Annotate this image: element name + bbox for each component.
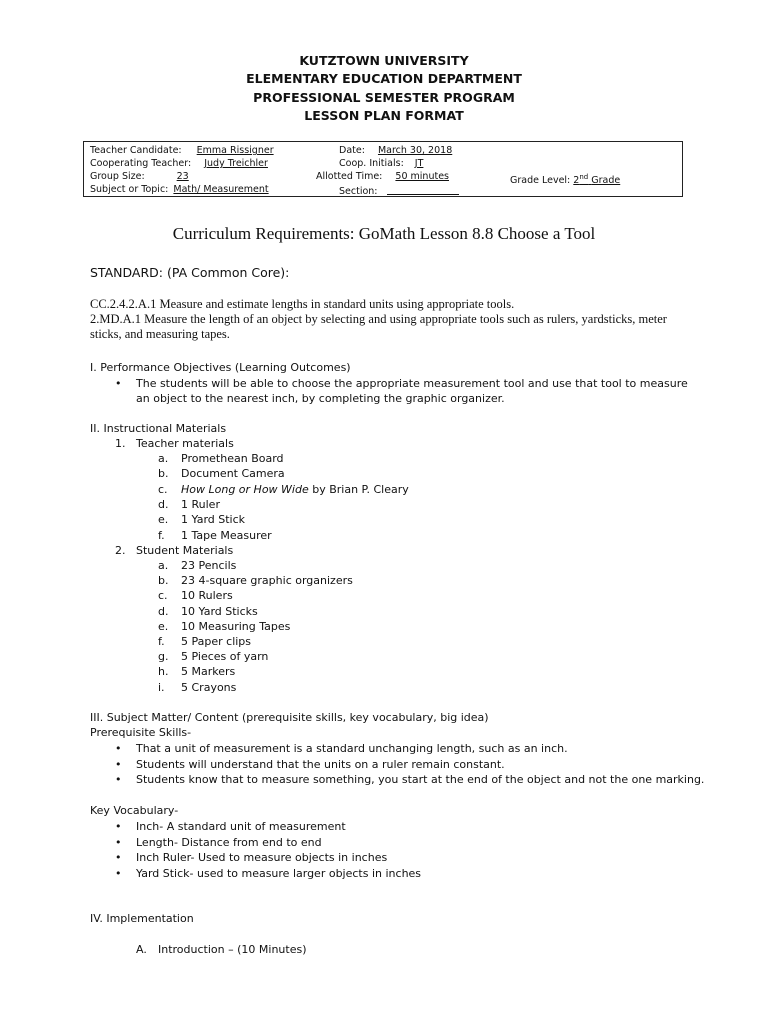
allotted-time-label: Allotted Time: xyxy=(316,171,383,182)
bullet-icon: • xyxy=(115,757,122,771)
cooperating-teacher-row xyxy=(90,158,292,170)
grade-level-row xyxy=(510,171,620,187)
vocabulary-item: Inch Ruler- Used to measure objects in inches xyxy=(136,851,388,864)
student-material-letter: e. xyxy=(158,619,169,633)
student-material-item: 10 Rulers xyxy=(181,589,233,603)
program-title: PROFESSIONAL SEMESTER PROGRAM xyxy=(253,90,515,105)
student-material-item: 10 Measuring Tapes xyxy=(181,619,291,633)
bullet-icon: • xyxy=(115,820,122,833)
teacher-material-letter: d. xyxy=(158,497,169,511)
coop-initials-row xyxy=(339,158,437,170)
teacher-material-letter: f. xyxy=(158,528,165,542)
subject-value: Math/ Measurement xyxy=(173,184,269,195)
student-material-letter: h. xyxy=(158,665,169,679)
student-material-letter: f. xyxy=(158,635,165,648)
curriculum-requirements: Curriculum Requirements: GoMath Lesson 8.8 Choose a Tool xyxy=(172,224,596,243)
prerequisite-item: That a unit of measurement is a standard unchanging length, such as an inch. xyxy=(136,742,568,755)
implementation-heading: IV. Implementation xyxy=(90,912,194,925)
standard-md: 2.MD.A.1 Measure the length of an object by selecting and using appropriate tools such as rulers, yardsticks, meter sticks, and measuring tapes. xyxy=(90,312,667,341)
student-material-item: 23 4-square graphic organizers xyxy=(181,574,353,588)
university-title: KUTZTOWN UNIVERSITY xyxy=(299,53,469,68)
prerequisite-label: Prerequisite Skills- xyxy=(90,726,192,739)
teacher-material-letter: a. xyxy=(158,452,169,465)
student-material-item: 5 Paper clips xyxy=(181,635,252,648)
student-material-letter: g. xyxy=(158,650,169,664)
bullet-icon: • xyxy=(115,851,122,864)
objective-line-2: an object to the nearest inch, by completing the graphic organizer. xyxy=(136,392,505,405)
bullet-icon: • xyxy=(115,835,122,849)
vocabulary-item: Inch- A standard unit of measurement xyxy=(136,820,346,833)
teacher-candidate-label: Teacher Candidate: xyxy=(90,145,182,156)
subject-label: Subject or Topic: xyxy=(90,184,169,195)
teacher-material-item: Document Camera xyxy=(181,467,285,481)
teacher-material-item: 1 Tape Measurer xyxy=(181,528,272,542)
student-materials-number: 2. xyxy=(115,544,126,557)
student-material-item: 5 Pieces of yarn xyxy=(181,650,269,664)
student-material-item: 10 Yard Sticks xyxy=(181,604,258,618)
allotted-time-value: 50 minutes xyxy=(395,171,449,182)
introduction-label: Introduction – (10 Minutes) xyxy=(158,943,307,956)
student-material-item: 23 Pencils xyxy=(181,559,237,572)
group-size-label: Group Size: xyxy=(90,171,145,182)
cooperating-teacher-value: Judy Treichler xyxy=(204,158,268,169)
group-size-row xyxy=(90,171,218,183)
section-label: Section: xyxy=(339,186,378,197)
objectives-heading: I. Performance Objectives (Learning Outcomes) xyxy=(90,361,351,374)
bullet-icon: • xyxy=(115,773,122,786)
standard-cc: CC.2.4.2.A.1 Measure and estimate lengths in standard units using appropriate tools. xyxy=(90,297,515,311)
group-size-value: 23 xyxy=(176,171,189,182)
teacher-candidate-value: Emma Rissigner xyxy=(196,145,274,156)
teacher-material-item: How Long or How Wide by Brian P. Cleary xyxy=(181,482,409,496)
materials-heading: II. Instructional Materials xyxy=(90,422,227,435)
bullet-icon: • xyxy=(115,377,122,390)
coop-initials-label: Coop. Initials: xyxy=(339,158,404,169)
objective-line-1: The students will be able to choose the appropriate measurement tool and use that tool to measure xyxy=(136,377,688,390)
student-material-letter: i. xyxy=(158,680,165,694)
teacher-materials-label: Teacher materials xyxy=(136,437,234,450)
student-material-letter: b. xyxy=(158,574,169,588)
teacher-material-item: 1 Ruler xyxy=(181,497,220,511)
date-label: Date: xyxy=(339,145,365,156)
department-title: ELEMENTARY EDUCATION DEPARTMENT xyxy=(246,71,522,86)
prerequisite-item: Students will understand that the units on a ruler remain constant. xyxy=(136,757,505,771)
student-material-letter: a. xyxy=(158,559,169,572)
grade-level-label: Grade Level: xyxy=(510,175,571,187)
prerequisite-item: Students know that to measure something, you start at the end of the object and not the one marking. xyxy=(136,773,705,786)
bullet-icon: • xyxy=(115,742,122,755)
teacher-materials-number: 1. xyxy=(115,437,126,450)
subject-matter-heading: III. Subject Matter/ Content (prerequisite skills, key vocabulary, big idea) xyxy=(90,711,489,724)
date-row xyxy=(339,145,460,157)
student-material-letter: c. xyxy=(158,589,168,603)
allotted-time-row xyxy=(316,171,489,183)
vocabulary-item: Length- Distance from end to end xyxy=(136,835,322,849)
subject-row xyxy=(90,184,301,196)
grade-level-value: 2nd Grade xyxy=(573,173,621,187)
coop-initials-value: JT xyxy=(414,158,424,169)
introduction-letter: A. xyxy=(136,943,147,956)
teacher-candidate-row xyxy=(90,145,299,157)
bullet-icon: • xyxy=(115,866,122,880)
vocabulary-item: Yard Stick- used to measure larger objects in inches xyxy=(136,866,422,880)
teacher-material-item: 1 Yard Stick xyxy=(181,513,246,527)
student-material-letter: d. xyxy=(158,604,169,618)
standard-heading: STANDARD: (PA Common Core): xyxy=(90,265,290,280)
student-materials-label: Student Materials xyxy=(136,544,234,557)
teacher-material-item: Promethean Board xyxy=(181,452,284,465)
student-material-item: 5 Crayons xyxy=(181,680,237,694)
format-title: LESSON PLAN FORMAT xyxy=(304,108,464,123)
student-material-item: 5 Markers xyxy=(181,665,236,679)
teacher-material-letter: b. xyxy=(158,467,169,481)
cooperating-teacher-label: Cooperating Teacher: xyxy=(90,158,192,169)
lesson-info-box xyxy=(83,141,683,197)
teacher-material-letter: e. xyxy=(158,513,169,527)
section-blank xyxy=(387,184,459,195)
date-value: March 30, 2018 xyxy=(377,145,453,156)
vocabulary-label: Key Vocabulary- xyxy=(90,804,179,817)
section-row xyxy=(339,184,459,198)
teacher-material-letter: c. xyxy=(158,482,168,496)
